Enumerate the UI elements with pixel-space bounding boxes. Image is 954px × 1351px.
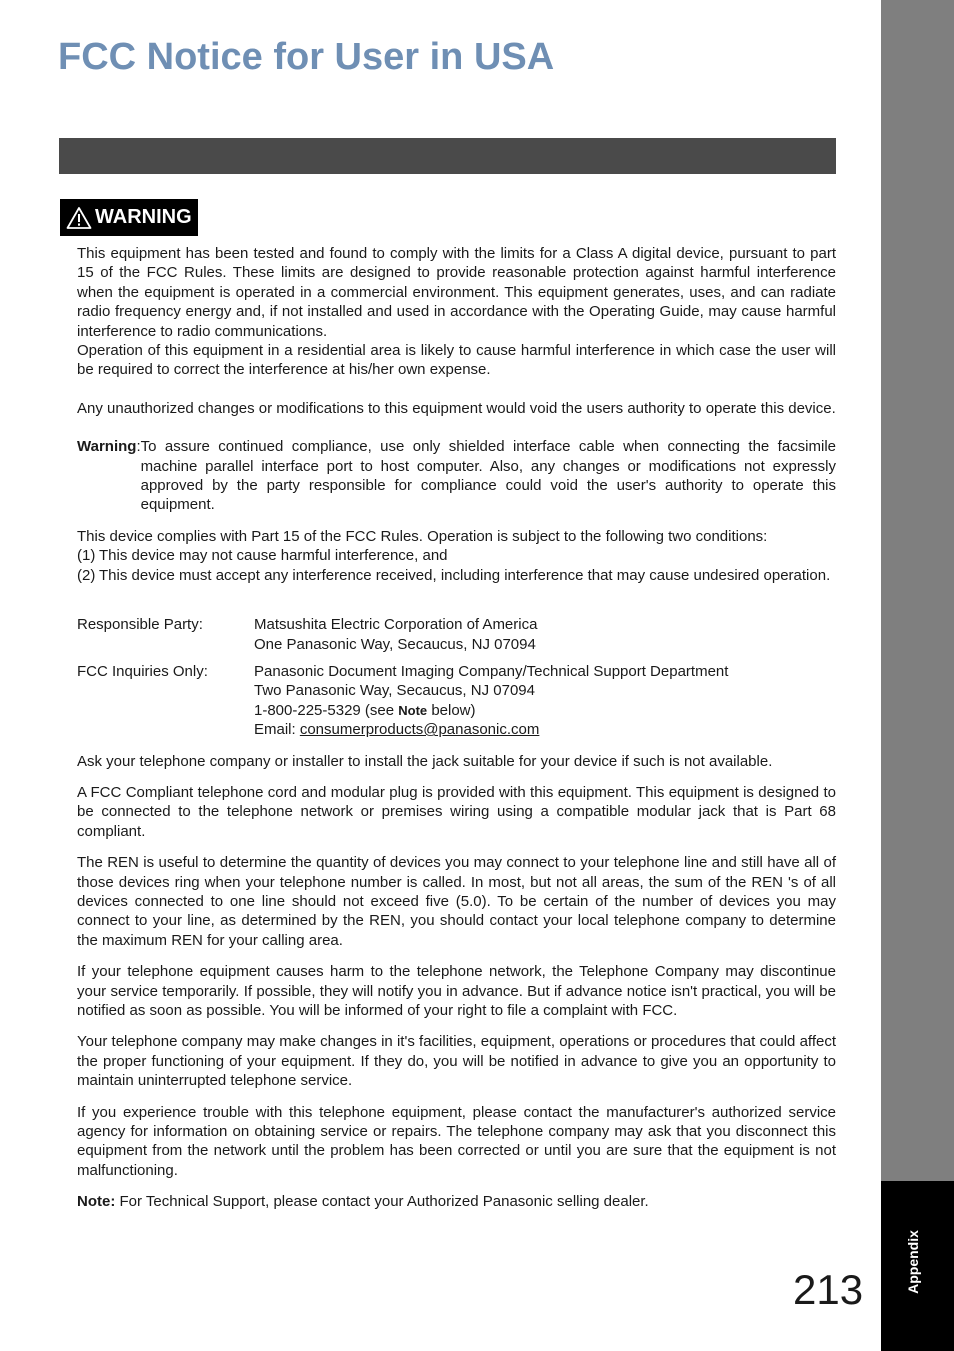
condition-2-text: This device must accept any interference received, including interference that may cause undesired operation. [99,566,831,584]
fcc-inquiries-line2: Two Panasonic Way, Secaucus, NJ 07094 [254,682,535,700]
paragraph-part15: This device complies with Part 15 of the FCC Rules. Operation is subject to the following two conditions: [77,527,768,545]
paragraph-cord: A FCC Compliant telephone cord and modular plug is provided with this equipment. This equipment is designed to be connected to the telephone network or premises wiring using a compatible modular jack that is Part 68 compliant. [77,783,836,840]
warning-note-sep: : [136,438,141,456]
fcc-inquiries-email-label: Email: [254,721,300,739]
paragraph-changes: Your telephone company may make changes in it's facilities, equipment, operations or procedures that could affect the proper functioning of your equipment. If they do, you will be notified in advance to give you an opportunity to maintain uninterrupted telephone service. [77,1033,836,1090]
condition-2 [77,566,836,585]
note-text: For Technical Support, please contact your Authorized Panasonic selling dealer. [115,1193,649,1211]
responsible-party-line1: Matsushita Electric Corporation of America [254,616,538,634]
paragraph-unauthorized: Any unauthorized changes or modifications to this equipment would void the users authority to operate this device. [77,399,836,417]
condition-2-number: (2) [77,566,96,584]
page-title: FCC Notice for User in USA [58,36,555,78]
warning-note [77,437,836,515]
condition-1-number: (1) [77,547,96,565]
notice-content [77,244,836,1212]
paragraph-harm: If your telephone equipment causes harm to the telephone network, the Telephone Company may discontinue your service temporarily. If possible, they will notify you in advance. But if advance notice isn't practical, you will be notified as soon as possible. You will be informed of your right to file a complaint with FCC. [77,963,836,1019]
fcc-inquiries [77,662,836,740]
paragraph-ren: The REN is useful to determine the quantity of devices you may connect to your telephone line and still have all of those devices ring when your telephone number is called. In most, but not all areas, the sum of the REN 's of all devices connected to one line should not exceed five (5.0). To be certain of the number of devices you may connect to your line, as determined by the REN, you should contact your local telephone company to determine the maximum REN for your calling area. [77,854,836,949]
responsible-party-label: Responsible Party: [77,616,203,634]
condition-1 [77,546,836,565]
paragraph-note [77,1192,836,1211]
warning-badge [60,199,198,236]
warning-triangle-icon [66,206,92,230]
responsible-party-line2: One Panasonic Way, Secaucus, NJ 07094 [254,635,536,653]
email-link[interactable]: consumerproducts@panasonic.com [299,721,540,739]
side-tab-label: Appendix [905,1230,921,1294]
paragraph-trouble: If you experience trouble with this telephone equipment, please contact the manufacturer's authorized service agency for information on obtaining service or repairs. The telephone company may ask that you disconnect this equipment from the network until the problem has been corrected or until you are sure that the equipment is not malfunctioning. [77,1103,836,1179]
note-label: Note: [77,1193,116,1211]
warning-badge-label: WARNING [95,206,192,228]
paragraph-residential: Operation of this equipment in a residential area is likely to cause harmful interference in which case the user will be required to correct the interference at his/her own expense. [77,342,836,379]
page-number: 213 [793,1266,864,1313]
paragraph-jack: Ask your telephone company or installer to install the jack suitable for your device if such is not available. [77,752,773,770]
paragraph-class-a: This equipment has been tested and found to comply with the limits for a Class A digital device, pursuant to part 15 of the FCC Rules. These limits are designed to provide reasonable protection against harmful interference when the equipment is operated in a commercial environment. This equipment generates, uses, and can radiate radio frequency energy and, if not installed and used in accordance with the Operating Guide, may cause harmful interference to radio communications. [77,245,836,340]
fcc-inquiries-line1: Panasonic Document Imaging Company/Technical Support Department [254,662,729,680]
condition-1-text: This device may not cause harmful interference, and [99,547,448,565]
fcc-inquiries-below: below) [427,701,476,719]
fcc-inquiries-phone-line [254,701,728,720]
fcc-inquiries-note-ref: Note [398,702,428,718]
warning-note-label: Warning [77,438,137,456]
fcc-inquiries-phone: 1-800-225-5329 (see [254,701,399,719]
fcc-inquiries-email-line [254,720,728,739]
responsible-party [77,615,836,654]
side-tab [881,0,954,1181]
warning-note-text: To assure continued compliance, use only shielded interface cable when connecting the facsimile machine parallel interface port to host computer. Also, any changes or modifications not expressly approved by the party responsible for compliance could void the user's authority to operate this equipment. [140,438,836,514]
fcc-inquiries-label: FCC Inquiries Only: [77,662,208,680]
section-bar [59,138,836,174]
